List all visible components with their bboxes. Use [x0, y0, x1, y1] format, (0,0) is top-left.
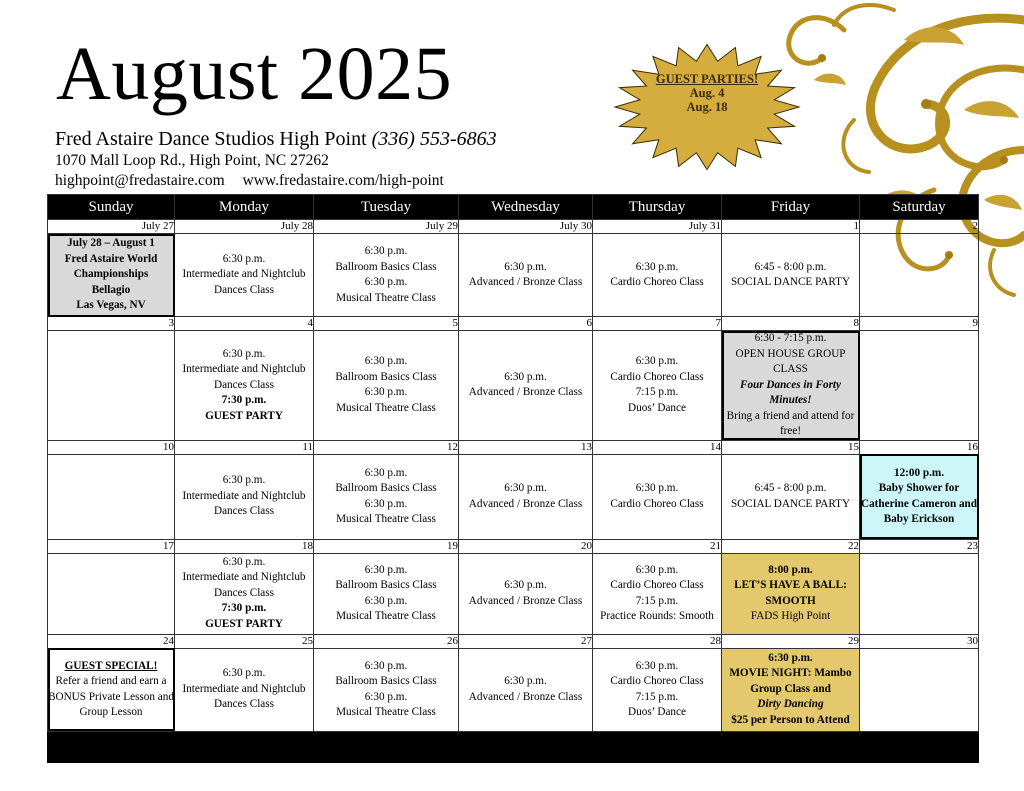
day-cell-monday — [175, 331, 314, 441]
event-text: GUEST PARTY — [205, 617, 283, 630]
footer-cell — [48, 731, 175, 762]
day-cell-thursday — [593, 331, 722, 441]
event-text: Bring a friend and attend for free! — [726, 409, 855, 437]
day-cell-tuesday — [314, 331, 459, 441]
weekday-saturday: Saturday — [860, 195, 979, 220]
footer-cell — [722, 731, 860, 762]
studio-name: Fred Astaire Dance Studios High Point — [55, 128, 367, 150]
day-cell-friday — [722, 234, 860, 317]
event-text: Advanced / Bronze Class — [468, 594, 583, 607]
event-text: Intermediate and Nightclub Dances Class — [182, 682, 306, 711]
date-number-row — [48, 634, 979, 648]
event-text: Musical Theatre Class — [336, 706, 436, 718]
date-number: 27 — [459, 634, 593, 648]
day-cell-friday — [722, 553, 860, 634]
calendar-grid — [47, 194, 978, 780]
date-number: July 31 — [593, 220, 722, 234]
weekday-wednesday: Wednesday — [459, 195, 593, 220]
event-text: 12:00 p.m. — [893, 466, 945, 479]
event-text: Fred Astaire World Championships — [64, 252, 158, 281]
event-text: 6:30 p.m. — [364, 355, 408, 368]
event-text: 6:30 p.m. — [504, 675, 547, 687]
date-number: 16 — [860, 440, 979, 454]
badge-date-1: Aug. 4 — [689, 86, 725, 100]
guest-parties-badge — [612, 42, 802, 172]
event-text: July 28 – August 1 — [67, 237, 155, 250]
studio-line — [55, 128, 497, 151]
day-cell-saturday — [860, 454, 979, 539]
day-cell-monday — [175, 234, 314, 317]
day-cell-wednesday — [459, 454, 593, 539]
date-number: 17 — [48, 539, 175, 553]
event-text: Advanced / Bronze Class — [468, 276, 583, 288]
weekday-header-row — [48, 195, 979, 220]
contact-line — [55, 172, 444, 190]
event-text: FADS High Point — [750, 610, 831, 622]
event-text: 6:30 p.m. — [504, 260, 547, 273]
event-text: 6:30 p.m. — [635, 563, 679, 576]
event-text: 8:00 p.m. — [768, 563, 813, 576]
event-text: 6:30 p.m. — [635, 355, 679, 368]
event-text: Musical Theatre Class — [336, 610, 436, 622]
day-cell-thursday — [593, 648, 722, 731]
date-number: 25 — [175, 634, 314, 648]
weekday-monday: Monday — [175, 195, 314, 220]
day-cell-monday — [175, 648, 314, 731]
event-text: 6:30 p.m. — [364, 659, 408, 672]
event-text: Advanced / Bronze Class — [468, 386, 583, 399]
weekday-sunday: Sunday — [48, 195, 175, 220]
date-number: 11 — [175, 440, 314, 454]
event-text: 7:30 p.m. — [221, 602, 267, 615]
event-text: Baby Shower for Catherine Cameron and Baby Erickson — [860, 482, 977, 525]
badge-text — [612, 72, 802, 114]
event-text: 6:30 p.m. — [504, 579, 547, 591]
date-number: 29 — [722, 634, 860, 648]
event-text: Intermediate and Nightclub Dances Class — [182, 489, 306, 518]
week-row — [48, 234, 979, 317]
event-text: 6:30 p.m. — [364, 690, 408, 703]
event-text: Cardio Choreo Class — [610, 497, 704, 510]
date-number: 13 — [459, 440, 593, 454]
date-number-row — [48, 317, 979, 331]
event-text: GUEST PARTY — [205, 409, 283, 422]
date-number: July 28 — [175, 220, 314, 234]
event-text: Cardio Choreo Class — [610, 370, 704, 383]
day-cell-saturday — [860, 648, 979, 731]
date-number: 30 — [860, 634, 979, 648]
day-cell-friday — [722, 648, 860, 731]
badge-date-2: Aug. 18 — [686, 100, 728, 114]
event-text: 6:30 p.m. — [504, 482, 547, 494]
date-number: 20 — [459, 539, 593, 553]
studio-phone: (336) 553-6863 — [371, 128, 497, 150]
date-number: July 29 — [314, 220, 459, 234]
date-number-row — [48, 220, 979, 234]
studio-address: 1070 Mall Loop Rd., High Point, NC 27262 — [55, 152, 329, 169]
event-text: Intermediate and Nightclub Dances Class — [182, 571, 306, 599]
studio-email[interactable]: highpoint@fredastaire.com — [55, 172, 225, 189]
date-number-row — [48, 539, 979, 553]
day-cell-monday — [175, 454, 314, 539]
date-number: 22 — [722, 539, 860, 553]
event-text: Intermediate and Nightclub Dances Class — [182, 268, 306, 296]
week-row — [48, 331, 979, 441]
date-number: 24 — [48, 634, 175, 648]
footer-cell — [860, 731, 979, 762]
day-cell-friday — [722, 454, 860, 539]
day-cell-tuesday — [314, 454, 459, 539]
day-cell-tuesday — [314, 553, 459, 634]
date-number: 12 — [314, 440, 459, 454]
event-text: Cardio Choreo Class — [610, 675, 704, 687]
day-cell-monday — [175, 553, 314, 634]
week-row — [48, 553, 979, 634]
day-cell-wednesday — [459, 234, 593, 317]
event-text: Musical Theatre Class — [336, 513, 436, 525]
event-text: Intermediate and Nightclub Dances Class — [182, 363, 306, 391]
event-text: 7:15 p.m. — [635, 386, 679, 399]
day-cell-friday — [722, 331, 860, 441]
event-text: 6:45 - 8:00 p.m. — [754, 482, 827, 494]
event-text: 6:30 p.m. — [364, 466, 408, 479]
date-number: 21 — [593, 539, 722, 553]
event-text: Las Vegas, NV — [76, 299, 146, 312]
event-text: 6:30 p.m. — [364, 594, 408, 607]
date-number: 3 — [48, 317, 175, 331]
event-text: 6:30 p.m. — [504, 370, 547, 383]
date-number: 2 — [860, 220, 979, 234]
weekday-tuesday: Tuesday — [314, 195, 459, 220]
date-number: 5 — [314, 317, 459, 331]
calendar-table — [47, 194, 979, 763]
event-text: Practice Rounds: Smooth — [600, 610, 714, 622]
event-text: 6:30 - 7:15 p.m. — [754, 332, 827, 344]
event-text: 6:30 p.m. — [364, 276, 408, 288]
event-text: OPEN HOUSE GROUP CLASS — [735, 347, 846, 375]
event-text: 6:30 p.m. — [635, 260, 679, 273]
event-text: Four Dances in Forty Minutes! — [739, 378, 841, 406]
day-cell-saturday — [860, 331, 979, 441]
badge-title: GUEST PARTIES! — [655, 72, 759, 86]
event-text: 6:30 p.m. — [222, 252, 266, 265]
date-number: 26 — [314, 634, 459, 648]
day-cell-wednesday — [459, 648, 593, 731]
date-number: 23 — [860, 539, 979, 553]
date-number: 19 — [314, 539, 459, 553]
event-text: SOCIAL DANCE PARTY — [730, 276, 851, 288]
event-text: Advanced / Bronze Class — [468, 690, 583, 703]
day-cell-sunday — [48, 454, 175, 539]
date-number: July 30 — [459, 220, 593, 234]
week-row — [48, 648, 979, 731]
event-text: Ballroom Basics Class — [335, 370, 437, 383]
date-number: 10 — [48, 440, 175, 454]
event-text: Bellagio — [91, 283, 131, 296]
week-row — [48, 454, 979, 539]
date-number-row — [48, 440, 979, 454]
date-number: 14 — [593, 440, 722, 454]
date-number: 7 — [593, 317, 722, 331]
event-text: Ballroom Basics Class — [335, 482, 437, 494]
day-cell-sunday — [48, 648, 175, 731]
date-number: 28 — [593, 634, 722, 648]
event-text: 6:45 - 8:00 p.m. — [754, 260, 827, 273]
event-text: Duos’ Dance — [628, 706, 686, 718]
day-cell-thursday — [593, 454, 722, 539]
day-cell-thursday — [593, 234, 722, 317]
event-text: Dirty Dancing — [757, 698, 824, 711]
event-text: 6:30 p.m. — [364, 497, 408, 510]
event-text: Cardio Choreo Class — [610, 579, 704, 591]
event-text: $25 per Person to Attend — [731, 713, 850, 726]
event-text: Ballroom Basics Class — [335, 675, 437, 687]
date-number: 1 — [722, 220, 860, 234]
event-text: GUEST SPECIAL! — [64, 659, 158, 672]
event-text: Refer a friend and earn a BONUS Private Lesson and Group Lesson — [48, 675, 174, 718]
date-number: 15 — [722, 440, 860, 454]
day-cell-sunday — [48, 553, 175, 634]
day-cell-wednesday — [459, 331, 593, 441]
day-cell-sunday — [48, 234, 175, 317]
day-cell-saturday — [860, 234, 979, 317]
event-text: 6:30 p.m. — [222, 474, 266, 487]
day-cell-saturday — [860, 553, 979, 634]
event-text: 6:30 p.m. — [222, 347, 266, 360]
page-title: August 2025 — [56, 32, 453, 116]
event-text: 7:15 p.m. — [635, 594, 679, 607]
event-text: Duos’ Dance — [628, 401, 686, 414]
calendar-footer-bar — [48, 731, 979, 762]
day-cell-sunday — [48, 331, 175, 441]
footer-cell — [593, 731, 722, 762]
day-cell-thursday — [593, 553, 722, 634]
weekday-thursday: Thursday — [593, 195, 722, 220]
event-text: Cardio Choreo Class — [610, 276, 704, 288]
date-number: 4 — [175, 317, 314, 331]
footer-cell — [459, 731, 593, 762]
date-number: 18 — [175, 539, 314, 553]
date-number: 9 — [860, 317, 979, 331]
day-cell-wednesday — [459, 553, 593, 634]
footer-cell — [314, 731, 459, 762]
event-text: 7:15 p.m. — [635, 690, 679, 703]
date-number: 8 — [722, 317, 860, 331]
event-text: 6:30 p.m. — [222, 667, 266, 680]
day-cell-tuesday — [314, 648, 459, 731]
date-number: July 27 — [48, 220, 175, 234]
weekday-friday: Friday — [722, 195, 860, 220]
event-text: 6:30 p.m. — [635, 659, 679, 672]
event-text: 7:30 p.m. — [221, 394, 267, 406]
event-text: 6:30 p.m. — [222, 555, 266, 568]
day-cell-tuesday — [314, 234, 459, 317]
event-text: Musical Theatre Class — [336, 291, 436, 304]
calendar-body — [48, 220, 979, 763]
event-text: Ballroom Basics Class — [335, 579, 437, 591]
event-text: Ballroom Basics Class — [335, 260, 437, 273]
event-text: 6:30 p.m. — [635, 482, 679, 494]
event-text: SOCIAL DANCE PARTY — [730, 497, 851, 510]
event-text: 6:30 p.m. — [364, 386, 408, 399]
footer-cell — [175, 731, 314, 762]
event-text: 6:30 p.m. — [364, 245, 408, 257]
event-text: 6:30 p.m. — [364, 563, 408, 576]
studio-website[interactable]: www.fredastaire.com/high-point — [242, 172, 444, 189]
event-text: Musical Theatre Class — [336, 401, 436, 414]
date-number: 6 — [459, 317, 593, 331]
event-text: Advanced / Bronze Class — [468, 497, 583, 510]
event-text: 6:30 p.m. — [768, 651, 813, 664]
event-text: MOVIE NIGHT: Mambo Group Class and — [729, 667, 852, 695]
event-text: LET’S HAVE A BALL: SMOOTH — [734, 579, 847, 607]
